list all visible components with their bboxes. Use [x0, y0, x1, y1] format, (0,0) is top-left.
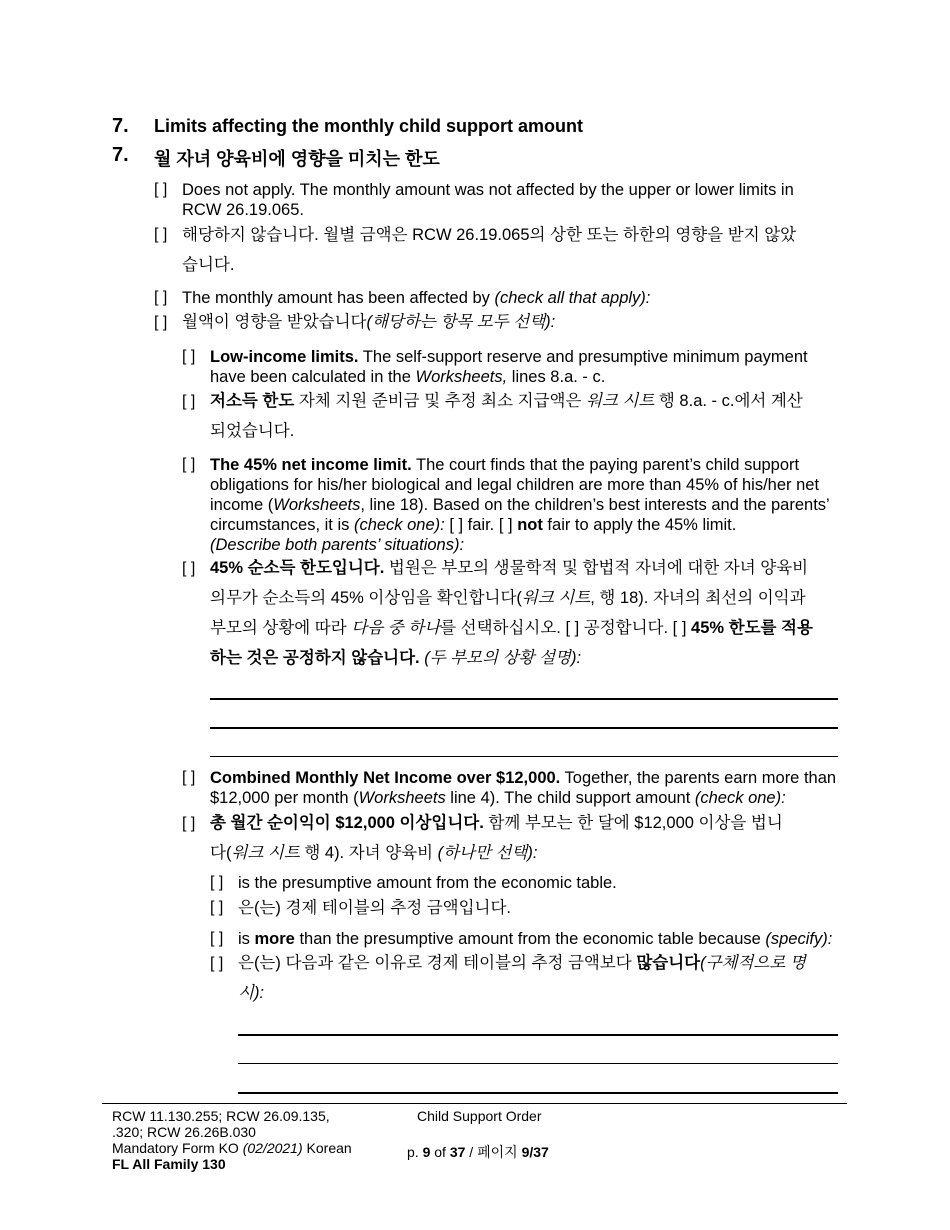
footer-page-number: p. 9 of 37 / 페이지 9/37 — [407, 1144, 549, 1160]
checkbox-combined-income-kr[interactable]: [ ] — [182, 815, 196, 832]
does-not-apply-kr: 해당하지 않습니다. 월별 금액은 RCW 26.19.065의 상한 또는 하한의 영향을 받지 않았습니다. — [182, 226, 797, 274]
checkbox-does-not-apply[interactable]: [ ] — [154, 181, 168, 198]
section-title-en: Limits affecting the monthly child support amount — [154, 116, 584, 136]
describe-line-3[interactable] — [210, 756, 838, 757]
checkbox-combined-income[interactable]: [ ] — [182, 769, 196, 786]
presumptive-kr: 은(는) 경제 테이블의 추정 금액입니다. — [238, 899, 511, 917]
combined-income-en: Combined Monthly Net Income over $12,000. Together, the parents earn more than $12,000 per month (Worksheets line 4). The child support amount (check one): — [210, 769, 837, 807]
checkbox-net-45-kr[interactable]: [ ] — [182, 560, 196, 577]
footer-doc-title: Child Support Order — [417, 1108, 542, 1124]
section-number-kr: 7. — [112, 144, 129, 166]
more-kr: 은(는) 다음과 같은 이유로 경제 테이블의 추정 금액보다 많습니다(구체적으로 명시): — [238, 954, 806, 1002]
checkbox-low-income[interactable]: [ ] — [182, 348, 196, 365]
footer-rcw-2: .320; RCW 26.26B.030 — [112, 1124, 256, 1140]
section-title-kr: 월 자녀 양육비에 영향을 미치는 한도 — [154, 149, 440, 169]
checkbox-presumptive[interactable]: [ ] — [210, 874, 224, 891]
checkbox-more[interactable]: [ ] — [210, 930, 224, 947]
does-not-apply-en: Does not apply. The monthly amount was not affected by the upper or lower limits in RCW 26.19.065. — [182, 181, 794, 219]
describe-line-1[interactable] — [210, 698, 838, 700]
section-number: 7. — [112, 115, 129, 137]
checkbox-more-kr[interactable]: [ ] — [210, 955, 224, 972]
checkbox-presumptive-kr[interactable]: [ ] — [210, 899, 224, 916]
checkbox-affected[interactable]: [ ] — [154, 289, 168, 306]
footer-form-code: FL All Family 130 — [112, 1156, 226, 1172]
footer-rule — [102, 1103, 847, 1104]
affected-en: The monthly amount has been affected by (check all that apply): — [182, 289, 651, 307]
net-45-kr: 45% 순소득 한도입니다. 법원은 부모의 생물학적 및 합법적 자녀에 대한 자녀 양육비 의무가 순소득의 45% 이상임을 확인합니다(워크 시트, 행 18). 자녀의 최선의 이익과 부모의 상황에 따라 다음 중 하나를 선택하십시오. [ ] 공정합니다. [ ] 45% 한도를 적용하는 것은 공정하지 않습니다. (두 부모의 상황 설명): — [210, 559, 813, 667]
combined-income-kr: 총 월간 순이익이 $12,000 이상입니다. 함께 부모는 한 달에 $12,000 이상을 법니다(워크 시트 행 4). 자녀 양육비 (하나만 선택): — [210, 814, 783, 862]
low-income-kr: 저소득 한도 자체 지원 준비금 및 추정 최소 지급액은 워크 시트 행 8.a. - c.에서 계산되었습니다. — [210, 392, 803, 440]
footer-rcw-1: RCW 11.130.255; RCW 26.09.135, — [112, 1108, 330, 1124]
footer-left — [112, 1108, 402, 1172]
affected-kr: 월액이 영향을 받았습니다(해당하는 항목 모두 선택): — [182, 313, 556, 331]
net-45-en: The 45% net income limit. The court finds that the paying parent’s child support obligations for his/her biological and legal children are more than 45% of his/her net income (Worksheets, line 18). Based on the children’s best interests and the parents’ circumstances, it is (check one): [ ] fair. [ ] not fair to apply the 45% limit. (Describe both parents’ situations): — [210, 456, 830, 554]
footer-form-id: Mandatory Form KO (02/2021) Korean — [112, 1140, 352, 1156]
checkbox-net-45[interactable]: [ ] — [182, 456, 196, 473]
checkbox-low-income-kr[interactable]: [ ] — [182, 393, 196, 410]
specify-line-3[interactable] — [238, 1092, 838, 1094]
checkbox-affected-kr[interactable]: [ ] — [154, 314, 168, 331]
low-income-en: Low-income limits. The self-support reserve and presumptive minimum payment have been calculated in the Worksheets, lines 8.a. - c. — [210, 348, 808, 386]
checkbox-does-not-apply-kr[interactable]: [ ] — [154, 226, 168, 243]
more-en: is more than the presumptive amount from the economic table because (specify): — [238, 930, 833, 948]
describe-line-2[interactable] — [210, 727, 838, 729]
specify-line-2[interactable] — [238, 1063, 838, 1064]
presumptive-en: is the presumptive amount from the economic table. — [238, 874, 617, 892]
specify-line-1[interactable] — [238, 1034, 838, 1036]
